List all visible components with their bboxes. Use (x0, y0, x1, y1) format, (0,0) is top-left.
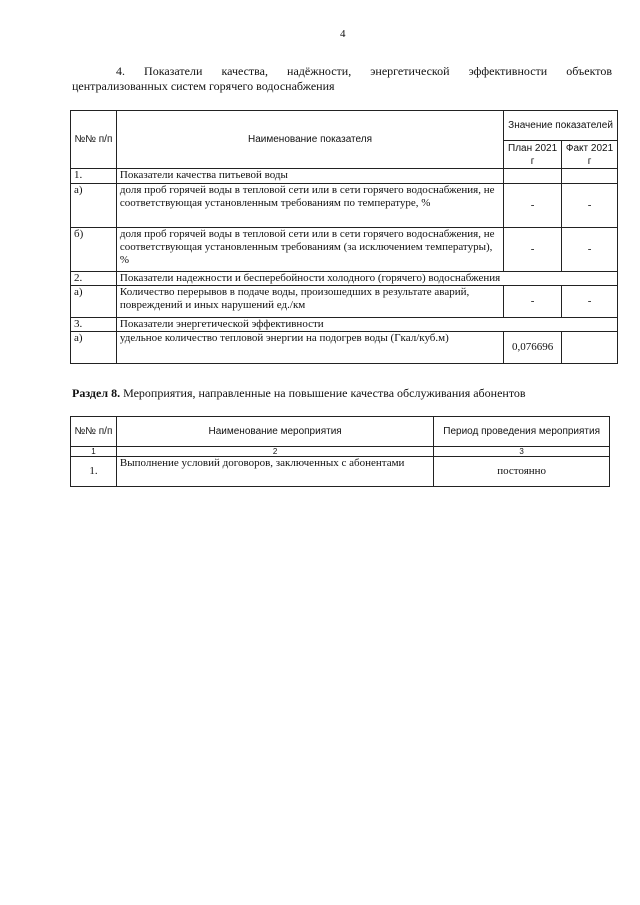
header-num: №№ п/п (71, 111, 117, 169)
heading-line-2: централизованных систем горячего водоснабжения (72, 79, 335, 93)
table-row (71, 228, 618, 272)
row-num: 2. (71, 272, 117, 286)
section-8-label: Раздел 8. (72, 386, 121, 400)
row-fact: - (562, 286, 618, 318)
row-name: удельное количество тепловой энергии на подогрев воды (Гкал/куб.м) (116, 332, 503, 364)
section-8-text: Мероприятия, направленные на повышение качества обслуживания абонентов (120, 386, 526, 400)
header-period: Период проведения мероприятия (434, 417, 610, 447)
row-num: а) (71, 184, 117, 228)
table-row (71, 332, 618, 364)
header-num: №№ п/п (71, 417, 117, 447)
section-heading (72, 64, 612, 94)
row-plan: - (504, 286, 562, 318)
row-plan: 0,076696 (504, 332, 562, 364)
row-name: Показатели надежности и бесперебойности холодного (горячего) водоснабжения (116, 272, 617, 286)
row-num: 1. (71, 169, 117, 184)
table-row (71, 184, 618, 228)
row-name: Показатели качества питьевой воды (116, 169, 503, 184)
table-row (71, 169, 618, 184)
header-fact: Факт 2021 г (562, 141, 618, 169)
index-2: 2 (116, 447, 433, 457)
index-1: 1 (71, 447, 117, 457)
indicators-table (70, 110, 618, 364)
table-row (71, 272, 618, 286)
row-fact: - (562, 184, 618, 228)
row-name: Показатели энергетической эффективности (116, 318, 617, 332)
row-num: 1. (71, 457, 117, 487)
header-value: Значение показателей (504, 111, 618, 141)
row-name: Количество перерывов в подаче воды, произошедших в результате аварий, повреждений и иных нарушений ед./км (116, 286, 503, 318)
table-row (71, 318, 618, 332)
row-fact (562, 169, 618, 184)
measures-table (70, 416, 610, 487)
row-plan (504, 169, 562, 184)
header-measure-name: Наименование мероприятия (116, 417, 433, 447)
row-num: а) (71, 332, 117, 364)
page-number: 4 (340, 28, 346, 40)
row-name: доля проб горячей воды в тепловой сети или в сети горячего водоснабжения, не соответствующая установленным требованиям (за исключением температуры), % (116, 228, 503, 272)
row-name: доля проб горячей воды в тепловой сети или в сети горячего водоснабжения, не соответствующая установленным требованиям по температуре, % (116, 184, 503, 228)
row-num: 3. (71, 318, 117, 332)
row-plan: - (504, 184, 562, 228)
header-plan: План 2021 г (504, 141, 562, 169)
row-name: Выполнение условий договоров, заключенных с абонентами (116, 457, 433, 487)
row-fact: - (562, 228, 618, 272)
row-fact (562, 332, 618, 364)
row-period: постоянно (434, 457, 610, 487)
section-8-title (72, 386, 612, 401)
table-row (71, 286, 618, 318)
row-plan: - (504, 228, 562, 272)
header-indicator-name: Наименование показателя (116, 111, 503, 169)
row-num: а) (71, 286, 117, 318)
row-num: б) (71, 228, 117, 272)
heading-line-1: 4. Показатели качества, надёжности, энергетической эффективности объектов (116, 64, 612, 78)
index-3: 3 (434, 447, 610, 457)
table-row (71, 457, 610, 487)
